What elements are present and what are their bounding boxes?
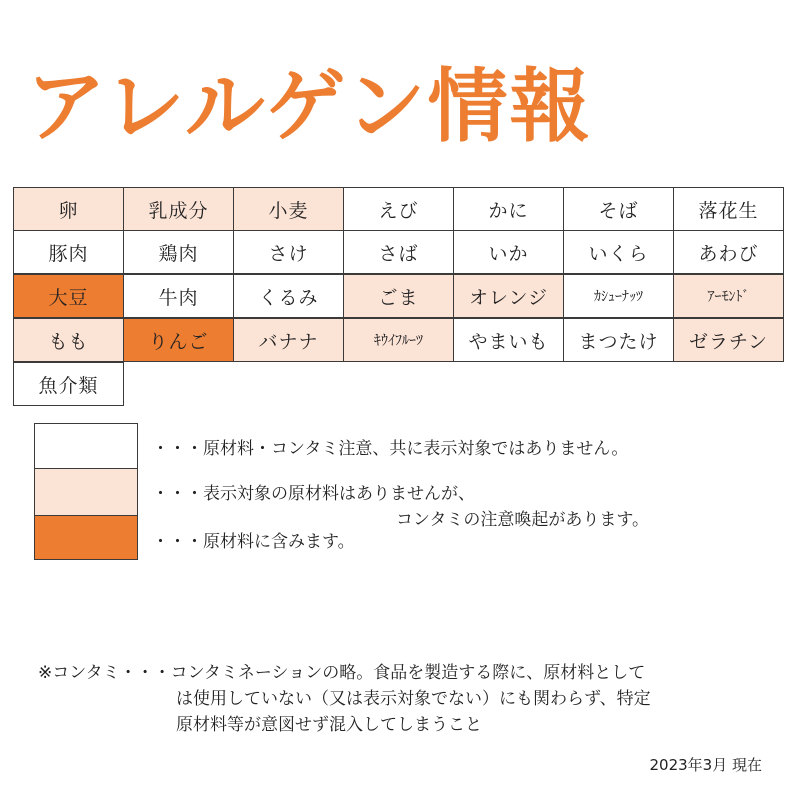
allergen-cell: ｷｳｲﾌﾙｰﾂ [343,318,454,362]
legend-swatch-none [34,423,138,469]
allergen-cell: さば [343,230,454,274]
allergen-cell: そば [563,187,674,231]
allergen-row [13,231,787,275]
allergen-cell: 落花生 [673,187,784,231]
legend-swatch-ingredient [34,515,138,560]
allergen-cell: ｶｼｭｰﾅｯﾂ [563,274,674,318]
allergen-cell: ごま [343,274,454,318]
allergen-cell: 乳成分 [123,187,234,231]
allergen-row [13,275,787,319]
allergen-cell: さけ [233,230,344,274]
allergen-cell: くるみ [233,274,344,318]
allergen-cell: 豚肉 [13,230,124,274]
allergen-cell: バナナ [233,318,344,362]
allergen-cell: 小麦 [233,187,344,231]
allergen-cell: 大豆 [13,274,124,318]
allergen-cell: まつたけ [563,318,674,362]
allergen-cell: 卵 [13,187,124,231]
footnote-line: ※コンタミ・・・コンタミネーションの略。食品を製造する際に、原材料として [38,663,646,683]
legend-text-ingredient: ・・・原材料に含みます。 [152,532,355,552]
allergen-cell: 鶏肉 [123,230,234,274]
allergen-cell: いくら [563,230,674,274]
footnote-line: は使用していない（又は表示対象でない）にも関わらず、特定 [176,689,651,709]
allergen-cell: 牛肉 [123,274,234,318]
allergen-table [13,187,787,407]
allergen-row [13,363,787,407]
allergen-cell: りんご [123,318,234,362]
allergen-row [13,187,787,231]
allergen-cell: かに [453,187,564,231]
allergen-cell: やまいも [453,318,564,362]
legend-text-none: ・・・原材料・コンタミ注意、共に表示対象ではありません。 [152,439,629,459]
footnote-line: 原材料等が意図せず混入してしまうこと [176,715,482,735]
allergen-cell: ゼラチン [673,318,784,362]
allergen-cell: ｱｰﾓﾝﾄﾞ [673,274,784,318]
allergen-cell: えび [343,187,454,231]
as-of-date: 2023年3月 現在 [649,756,762,774]
allergen-cell: もも [13,318,124,362]
allergen-row [13,319,787,363]
allergen-cell: あわび [673,230,784,274]
legend-swatch-contamination [34,468,138,516]
allergen-cell: いか [453,230,564,274]
page-title: アレルゲン情報 [26,60,592,153]
legend-text-contamination: ・・・表示対象の原材料はありませんが、 [152,484,475,504]
legend-text-contamination-cont: コンタミの注意喚起があります。 [396,510,649,530]
allergen-cell: オレンジ [453,274,564,318]
allergen-cell: 魚介類 [13,362,124,406]
